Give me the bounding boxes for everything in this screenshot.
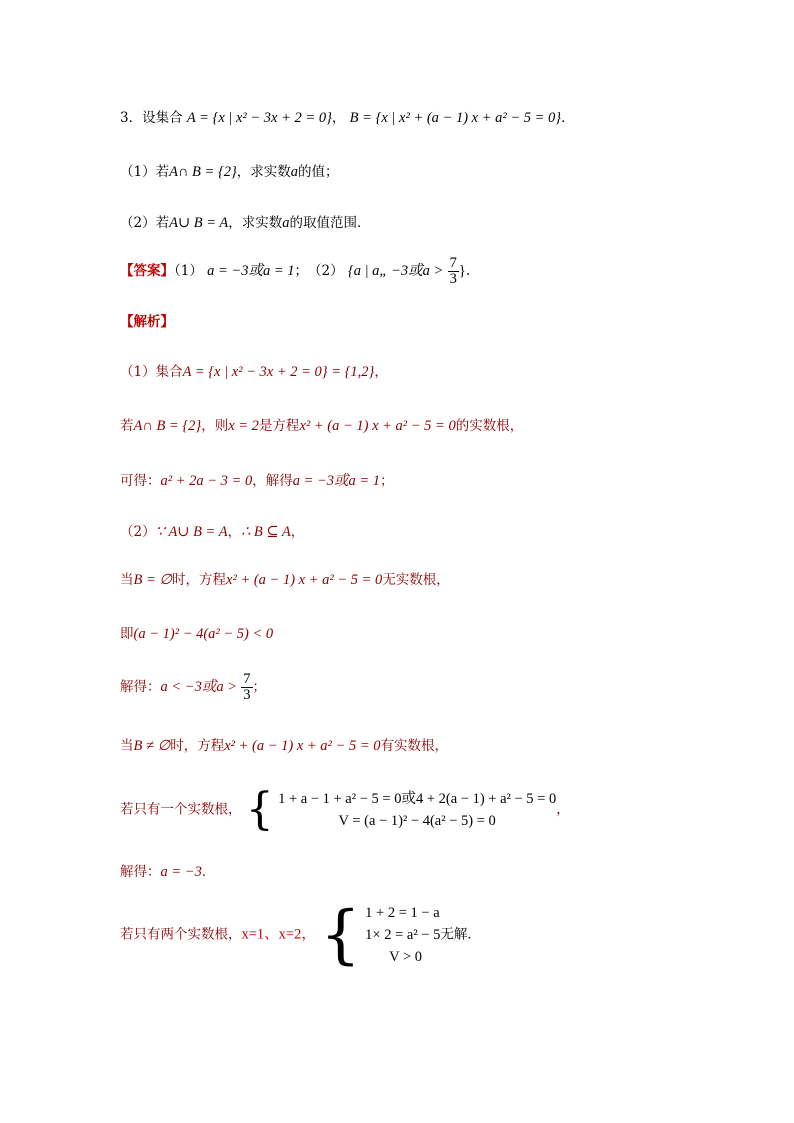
- brace-icon: {: [320, 898, 361, 972]
- brace-icon: {: [245, 784, 274, 835]
- analysis-line-7: 解得：a < −3或a > $\frac{7}{3}$ ；: [120, 671, 267, 703]
- analysis-line-9: 若只有一个实数根， { 1 + a − 1 + a² − 5 = 0或4 + 2(a − 1) + a² − 5 = 0 V = (a − 1)² − 4(a² − 5) = 0 ，: [120, 784, 570, 835]
- question-1: （1）若A∩ B = {2}，求实数a的值；: [120, 164, 339, 180]
- fraction: $\frac{7}{3}$: [243, 671, 251, 703]
- answer-tag: 【答案】: [120, 263, 174, 279]
- analysis-line-3: 可得：a² + 2a − 3 = 0，解得a = −3或a = 1；: [120, 473, 394, 489]
- set-a-definition: A = {x | x² − 3x + 2 = 0}: [186, 110, 332, 126]
- answer-line: 【答案】（1） a = −3或a = 1； （2） {a | a„ −3或a > $\frac{7}{3}$ }．: [120, 255, 481, 287]
- fraction: $\frac{7}{3}$: [449, 255, 457, 287]
- analysis-line-8: 当B ≠ ∅时，方程x² + (a − 1) x + a² − 5 = 0有实数根，: [120, 738, 448, 754]
- analysis-line-2: 若A∩ B = {2}，则x = 2是方程x² + (a − 1) x + a² − 5 = 0的实数根，: [120, 418, 524, 434]
- equation-system: 1 + 2 = 1 − a 1× 2 = a² − 5 V > 0: [365, 905, 441, 965]
- analysis-line-6: 即(a − 1)² − 4(a² − 5) < 0: [120, 626, 274, 642]
- question-2: （2）若A∪ B = A，求实数a的取值范围．: [120, 215, 371, 231]
- analysis-line-10: 解得：a = −3．: [120, 864, 216, 880]
- equation-system: 1 + a − 1 + a² − 5 = 0或4 + 2(a − 1) + a² − 5 = 0 V = (a − 1)² − 4(a² − 5) = 0: [278, 791, 557, 829]
- analysis-line-1: （1）集合A = {x | x² − 3x + 2 = 0} = {1,2}，: [120, 364, 388, 380]
- problem-statement: 3．设集合 A = {x | x² − 3x + 2 = 0}， B = {x | x² + (a − 1) x + a² − 5 = 0}．: [120, 110, 575, 126]
- set-b-definition: B = {x | x² + (a − 1) x + a² − 5 = 0}: [349, 110, 562, 126]
- problem-number: 3．: [120, 110, 143, 126]
- problem-stem: 设集合: [142, 110, 183, 126]
- analysis-line-4: （2）∵ A∪ B = A，∴ B ⊆ A，: [120, 524, 305, 540]
- analysis-line-11: 若只有两个实数根，x=1、x=2， { 1 + 2 = 1 − a 1× 2 = a² − 5 V > 0 无解．: [120, 898, 481, 972]
- analysis-tag-line: [120, 312, 174, 332]
- analysis-tag: 【解析】: [120, 314, 174, 330]
- analysis-line-5: 当B = ∅时，方程x² + (a − 1) x + a² − 5 = 0无实数根，: [120, 572, 450, 588]
